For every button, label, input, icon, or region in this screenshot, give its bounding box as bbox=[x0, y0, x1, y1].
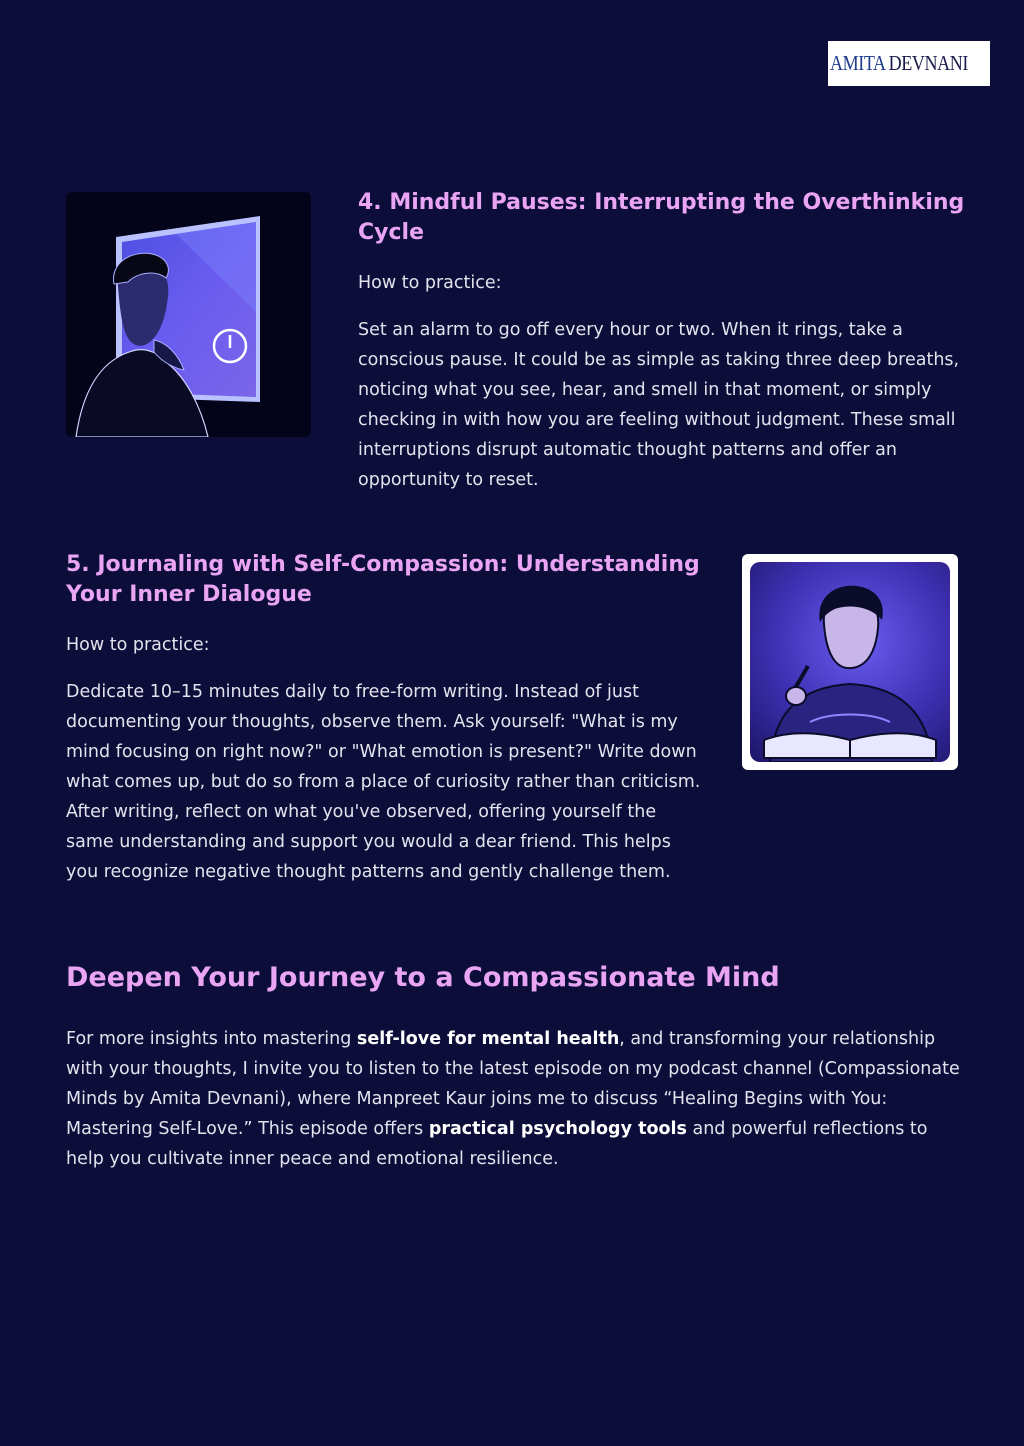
section-4-practice-label: How to practice: bbox=[358, 273, 502, 293]
section-4-title: 4. Mindful Pauses: Interrupting the Overthinking Cycle bbox=[358, 190, 965, 245]
keyword-self-love: self-love for mental health bbox=[356, 1029, 620, 1049]
deepen-journey-heading: Deepen Your Journey to a Compassionate Mind bbox=[66, 962, 780, 993]
brand-logo[interactable] bbox=[828, 41, 990, 86]
logo-text: AMITA DEVNANI bbox=[829, 51, 968, 75]
section-5-body: Dedicate 10–15 minutes daily to free-form writing. Instead of just documenting your thoughts, observe them. Ask yourself: "What is my mind focusing on right now?" or "What emotion is present?" Write down what comes up, but do so from a place of curiosity rather than criticism. After writing, reflect on what you've observed, offering yourself the same understanding and support you would a dear friend. This helps you recognize negative thought patterns and gently challenge them. bbox=[66, 682, 701, 882]
man-at-window-illustration bbox=[66, 192, 311, 437]
keyword-psychology-tools: practical psychology tools bbox=[428, 1119, 687, 1139]
section-4-body: Set an alarm to go off every hour or two. When it rings, take a conscious pause. It could be as simple as taking three deep breaths, noticing what you see, hear, and smell in that moment, or simply checking in with how you are feeling without judgment. These small interruptions disrupt automatic thought patterns and offer an opportunity to reset. bbox=[358, 320, 960, 490]
person-journaling-illustration bbox=[742, 554, 958, 770]
section-5-practice-label: How to practice: bbox=[66, 635, 210, 655]
section-5-title: 5. Journaling with Self-Compassion: Understanding Your Inner Dialogue bbox=[66, 552, 700, 607]
deepen-journey-paragraph: For more insights into mastering self-love for mental health, and transforming your relationship with your thoughts, I invite you to listen to the latest episode on my podcast channel (Compassionate Minds by Amita Devnani), where Manpreet Kaur joins me to discuss “Healing Begins with You: Mastering Self-Love.” This episode offers practical psychology tools and powerful reflections to help you cultivate inner peace and emotional resilience. bbox=[66, 1029, 960, 1169]
section-mindful-pauses bbox=[358, 188, 970, 495]
section-journaling bbox=[66, 550, 706, 887]
